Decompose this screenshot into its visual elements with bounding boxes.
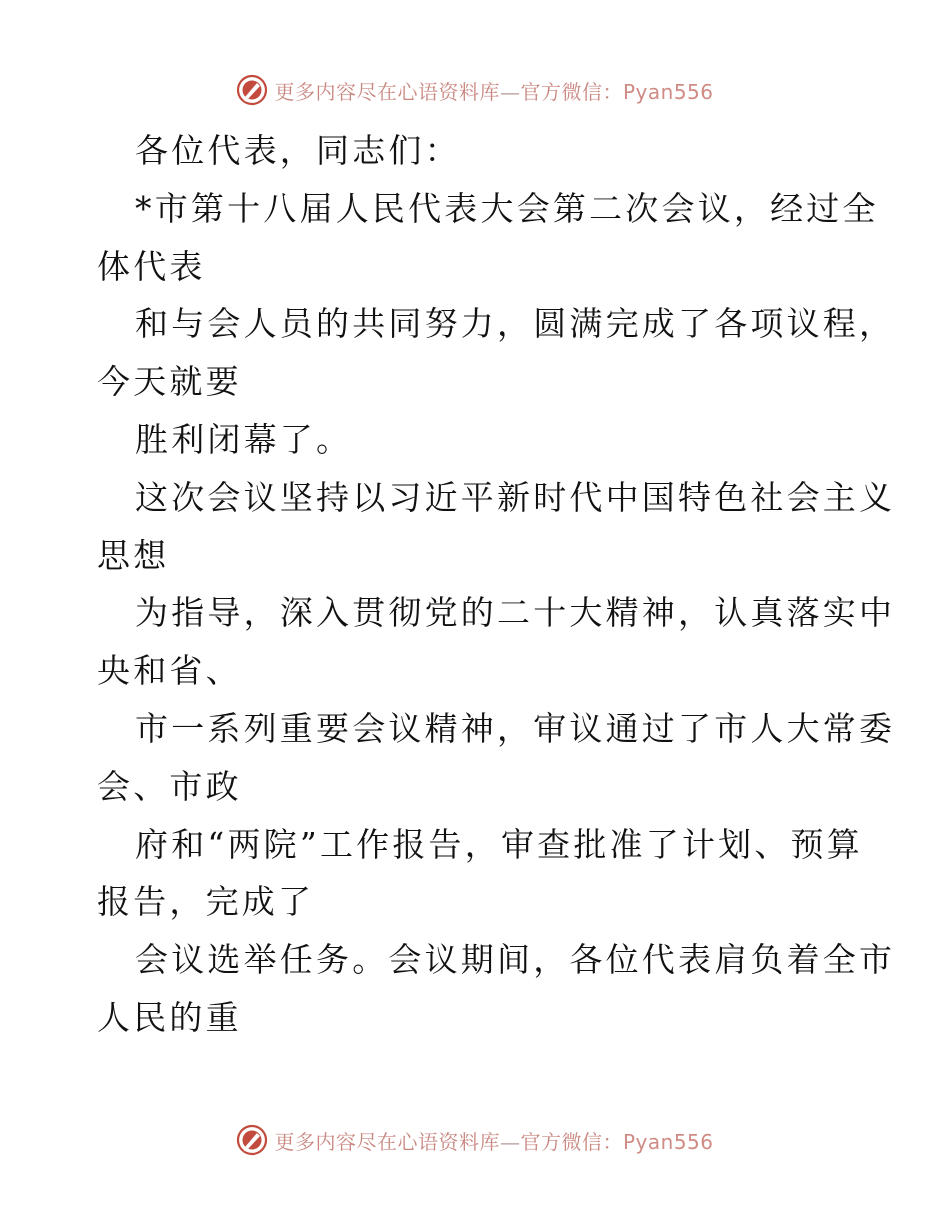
text-line: 为指导，深入贯彻党的二十大精神，认真落实中 bbox=[135, 593, 896, 633]
header-watermark bbox=[0, 70, 950, 110]
watermark-suffix: 官方微信： bbox=[520, 79, 623, 104]
pen-logo-icon bbox=[236, 74, 268, 106]
text-line: 这次会议坚持以习近平新时代中国特色社会主义 bbox=[135, 477, 896, 517]
text-line: 市一系列重要会议精神，审议通过了市人大常委 bbox=[135, 708, 896, 748]
text-line: *市第十八届人民代表大会第二次会议，经过全 bbox=[135, 188, 879, 228]
text-line: 体代表 bbox=[97, 246, 206, 286]
text-line: 府和“两院”工作报告，审查批准了计划、预算 bbox=[135, 824, 863, 864]
text-line: 央和省、 bbox=[97, 651, 242, 691]
watermark-main: 更多内容尽在心语资料库 bbox=[274, 1129, 500, 1154]
watermark-suffix: 官方微信： bbox=[520, 1129, 623, 1154]
footer-watermark bbox=[0, 1120, 950, 1160]
text-line: 会、市政 bbox=[97, 766, 242, 806]
text-line: 和与会人员的共同努力，圆满完成了各项议程， bbox=[135, 304, 896, 344]
text-line: 胜利闭幕了。 bbox=[135, 419, 353, 459]
text-line: 会议选举任务。会议期间，各位代表肩负着全市 bbox=[135, 940, 896, 980]
watermark-separator: — bbox=[499, 79, 521, 104]
text-line: 思想 bbox=[97, 535, 170, 575]
text-line: 今天就要 bbox=[97, 362, 242, 402]
watermark-text bbox=[274, 1126, 713, 1155]
text-line: 各位代表，同志们： bbox=[135, 131, 461, 170]
watermark-account-id: Pyan556 bbox=[622, 1129, 714, 1154]
watermark-text bbox=[274, 76, 713, 105]
text-line: 报告，完成了 bbox=[97, 882, 315, 922]
document-body bbox=[97, 122, 896, 1047]
text-line: 人民的重 bbox=[97, 997, 242, 1037]
watermark-separator: — bbox=[499, 1129, 521, 1154]
watermark-account-id: Pyan556 bbox=[622, 79, 714, 104]
pen-logo-icon bbox=[236, 1124, 268, 1156]
watermark-main: 更多内容尽在心语资料库 bbox=[274, 79, 500, 104]
